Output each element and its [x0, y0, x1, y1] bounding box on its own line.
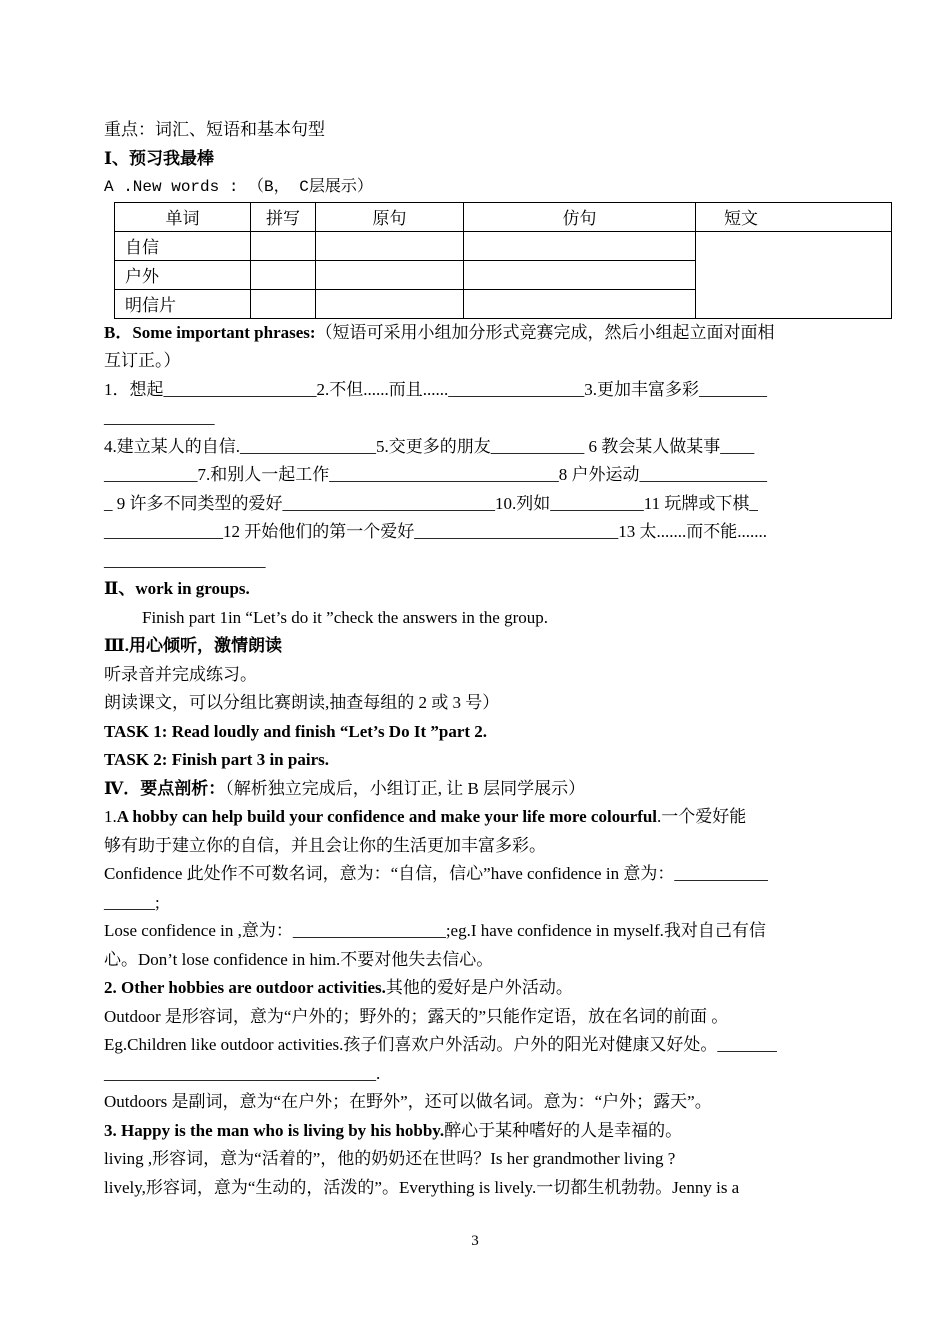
blank-cell[interactable] [464, 231, 696, 260]
section-2-title: Ⅱ、work in groups. [104, 579, 250, 598]
section-4-note: （解析独立完成后，小组订正, 让 B 层同学展示） [225, 778, 586, 798]
phrase-line: 1．想起__________________2.不但......而且......________________3.更加丰富多彩________ [104, 379, 767, 399]
phrase-line: _ 9 许多不同类型的爱好_________________________10.列如___________11 玩牌或下棋_ [104, 493, 758, 513]
point-2-text: Eg.Children like outdoor activities.孩子们喜欢户外活动。户外的阳光对健康又好处。_______ [104, 1035, 777, 1054]
blank-cell[interactable] [464, 260, 696, 289]
new-words-title: A .New words : （B， C层展示） [104, 178, 373, 196]
point-1-text: Lose confidence in ,意为：__________________;eg.I have confidence in myself.我对自己有信 [104, 921, 766, 940]
word-cell: 明信片 [115, 289, 251, 318]
point-1-text: Confidence 此处作不可数名词，意为：“自信，信心”have confidence in 意为：___________ [104, 864, 768, 883]
table-header-row [115, 202, 892, 231]
phrase-line: ___________________ [104, 550, 266, 570]
point-3-line [104, 1117, 854, 1146]
section-4-title: Ⅳ．要点剖析： [104, 778, 226, 798]
section-3-line: 听录音并完成练习。 [104, 664, 257, 684]
new-words-table [114, 202, 892, 319]
point-2-translation: 其他的爱好是户外活动。 [385, 978, 573, 997]
phrase-line: ______________12 开始他们的第一个爱好________________________13 太.......而不能....... [104, 522, 767, 541]
point-2-text: Outdoors 是副词，意为“在户外；在野外”，还可以做名词。意为：“户外；露天”。 [104, 1092, 712, 1111]
point-1-text: 心。Don’t lose confidence in him.不要对他失去信心。 [104, 949, 494, 969]
blank-cell[interactable] [316, 289, 464, 318]
point-2-line [104, 974, 854, 1003]
point-2-text: ________________________________. [104, 1063, 381, 1083]
header-word: 单词 [115, 202, 251, 231]
phrases-note-cont: 互订正。） [104, 351, 181, 370]
point-1-translation: .一个爱好能 [657, 807, 747, 826]
point-3-sentence: 3. Happy is the man who is living by his hobby. [104, 1120, 445, 1140]
word-cell: 自信 [115, 231, 251, 260]
word-cell: 户外 [115, 260, 251, 289]
worksheet-page [104, 116, 854, 1202]
table-row [115, 231, 892, 260]
blank-cell[interactable] [464, 289, 696, 318]
section-3-line: 朗读课文，可以分组比赛朗读,抽查每组的 2 或 3 号） [104, 693, 500, 712]
header-short-passage: 短文 [696, 202, 892, 231]
section-1-title: Ⅰ、预习我最棒 [104, 148, 214, 168]
point-2-sentence: 2. Other hobbies are outdoor activities. [104, 978, 386, 997]
header-spelling: 拼写 [251, 202, 316, 231]
section-3-title: Ⅲ.用心倾听，激情朗读 [104, 636, 282, 655]
point-3-translation: 醉心于某种嗜好的人是幸福的。 [444, 1120, 683, 1140]
passage-cell[interactable] [696, 231, 892, 318]
blank-cell[interactable] [251, 260, 316, 289]
phrases-title: B．Some important phrases: [104, 322, 316, 342]
section-4-heading [104, 775, 854, 804]
task-2: TASK 2: Finish part 3 in pairs. [104, 750, 329, 769]
phrase-line: _____________ [104, 408, 215, 427]
point-1-text: ______; [104, 892, 160, 912]
header-imitation-sentence: 仿句 [464, 202, 696, 231]
point-1-sentence: A hobby can help build your confidence and make your life more colourful [116, 807, 658, 826]
point-1-line [104, 803, 854, 832]
point-3-text: lively,形容词，意为“生动的，活泼的”。Everything is lively.一切都生机勃勃。Jenny is a [104, 1177, 740, 1197]
blank-cell[interactable] [251, 289, 316, 318]
blank-cell[interactable] [316, 231, 464, 260]
point-2-text: Outdoor 是形容词，意为“户外的；野外的；露天的”只能作定语，放在名词的前面 。 [104, 1006, 729, 1026]
point-1-text: 够有助于建立你的自信，并且会让你的生活更加丰富多彩。 [104, 835, 546, 855]
point-1-number: 1. [104, 807, 117, 826]
phrase-line: 4.建立某人的自信.________________5.交更多的朋友___________ 6 教会某人做某事____ [104, 436, 755, 456]
blank-cell[interactable] [316, 260, 464, 289]
task-1: TASK 1: Read loudly and finish “Let’s Do It ”part 2. [104, 721, 488, 741]
phrases-note: （短语可采用小组加分形式竞赛完成，然后小组起立面对面相 [315, 322, 775, 342]
page-number: 3 [471, 1233, 479, 1249]
phrases-heading [104, 319, 854, 348]
section-2-text: Finish part 1in “Let’s do it ”check the answers in the group. [142, 607, 549, 627]
blank-cell[interactable] [251, 231, 316, 260]
point-3-text: living ,形容词，意为“活着的”，他的奶奶还在世吗？Is her grandmother living ? [104, 1149, 676, 1168]
phrase-line: ___________7.和别人一起工作___________________________8 户外运动_______________ [104, 465, 767, 484]
focus-line: 重点：词汇、短语和基本句型 [104, 120, 325, 139]
header-original-sentence: 原句 [316, 202, 464, 231]
